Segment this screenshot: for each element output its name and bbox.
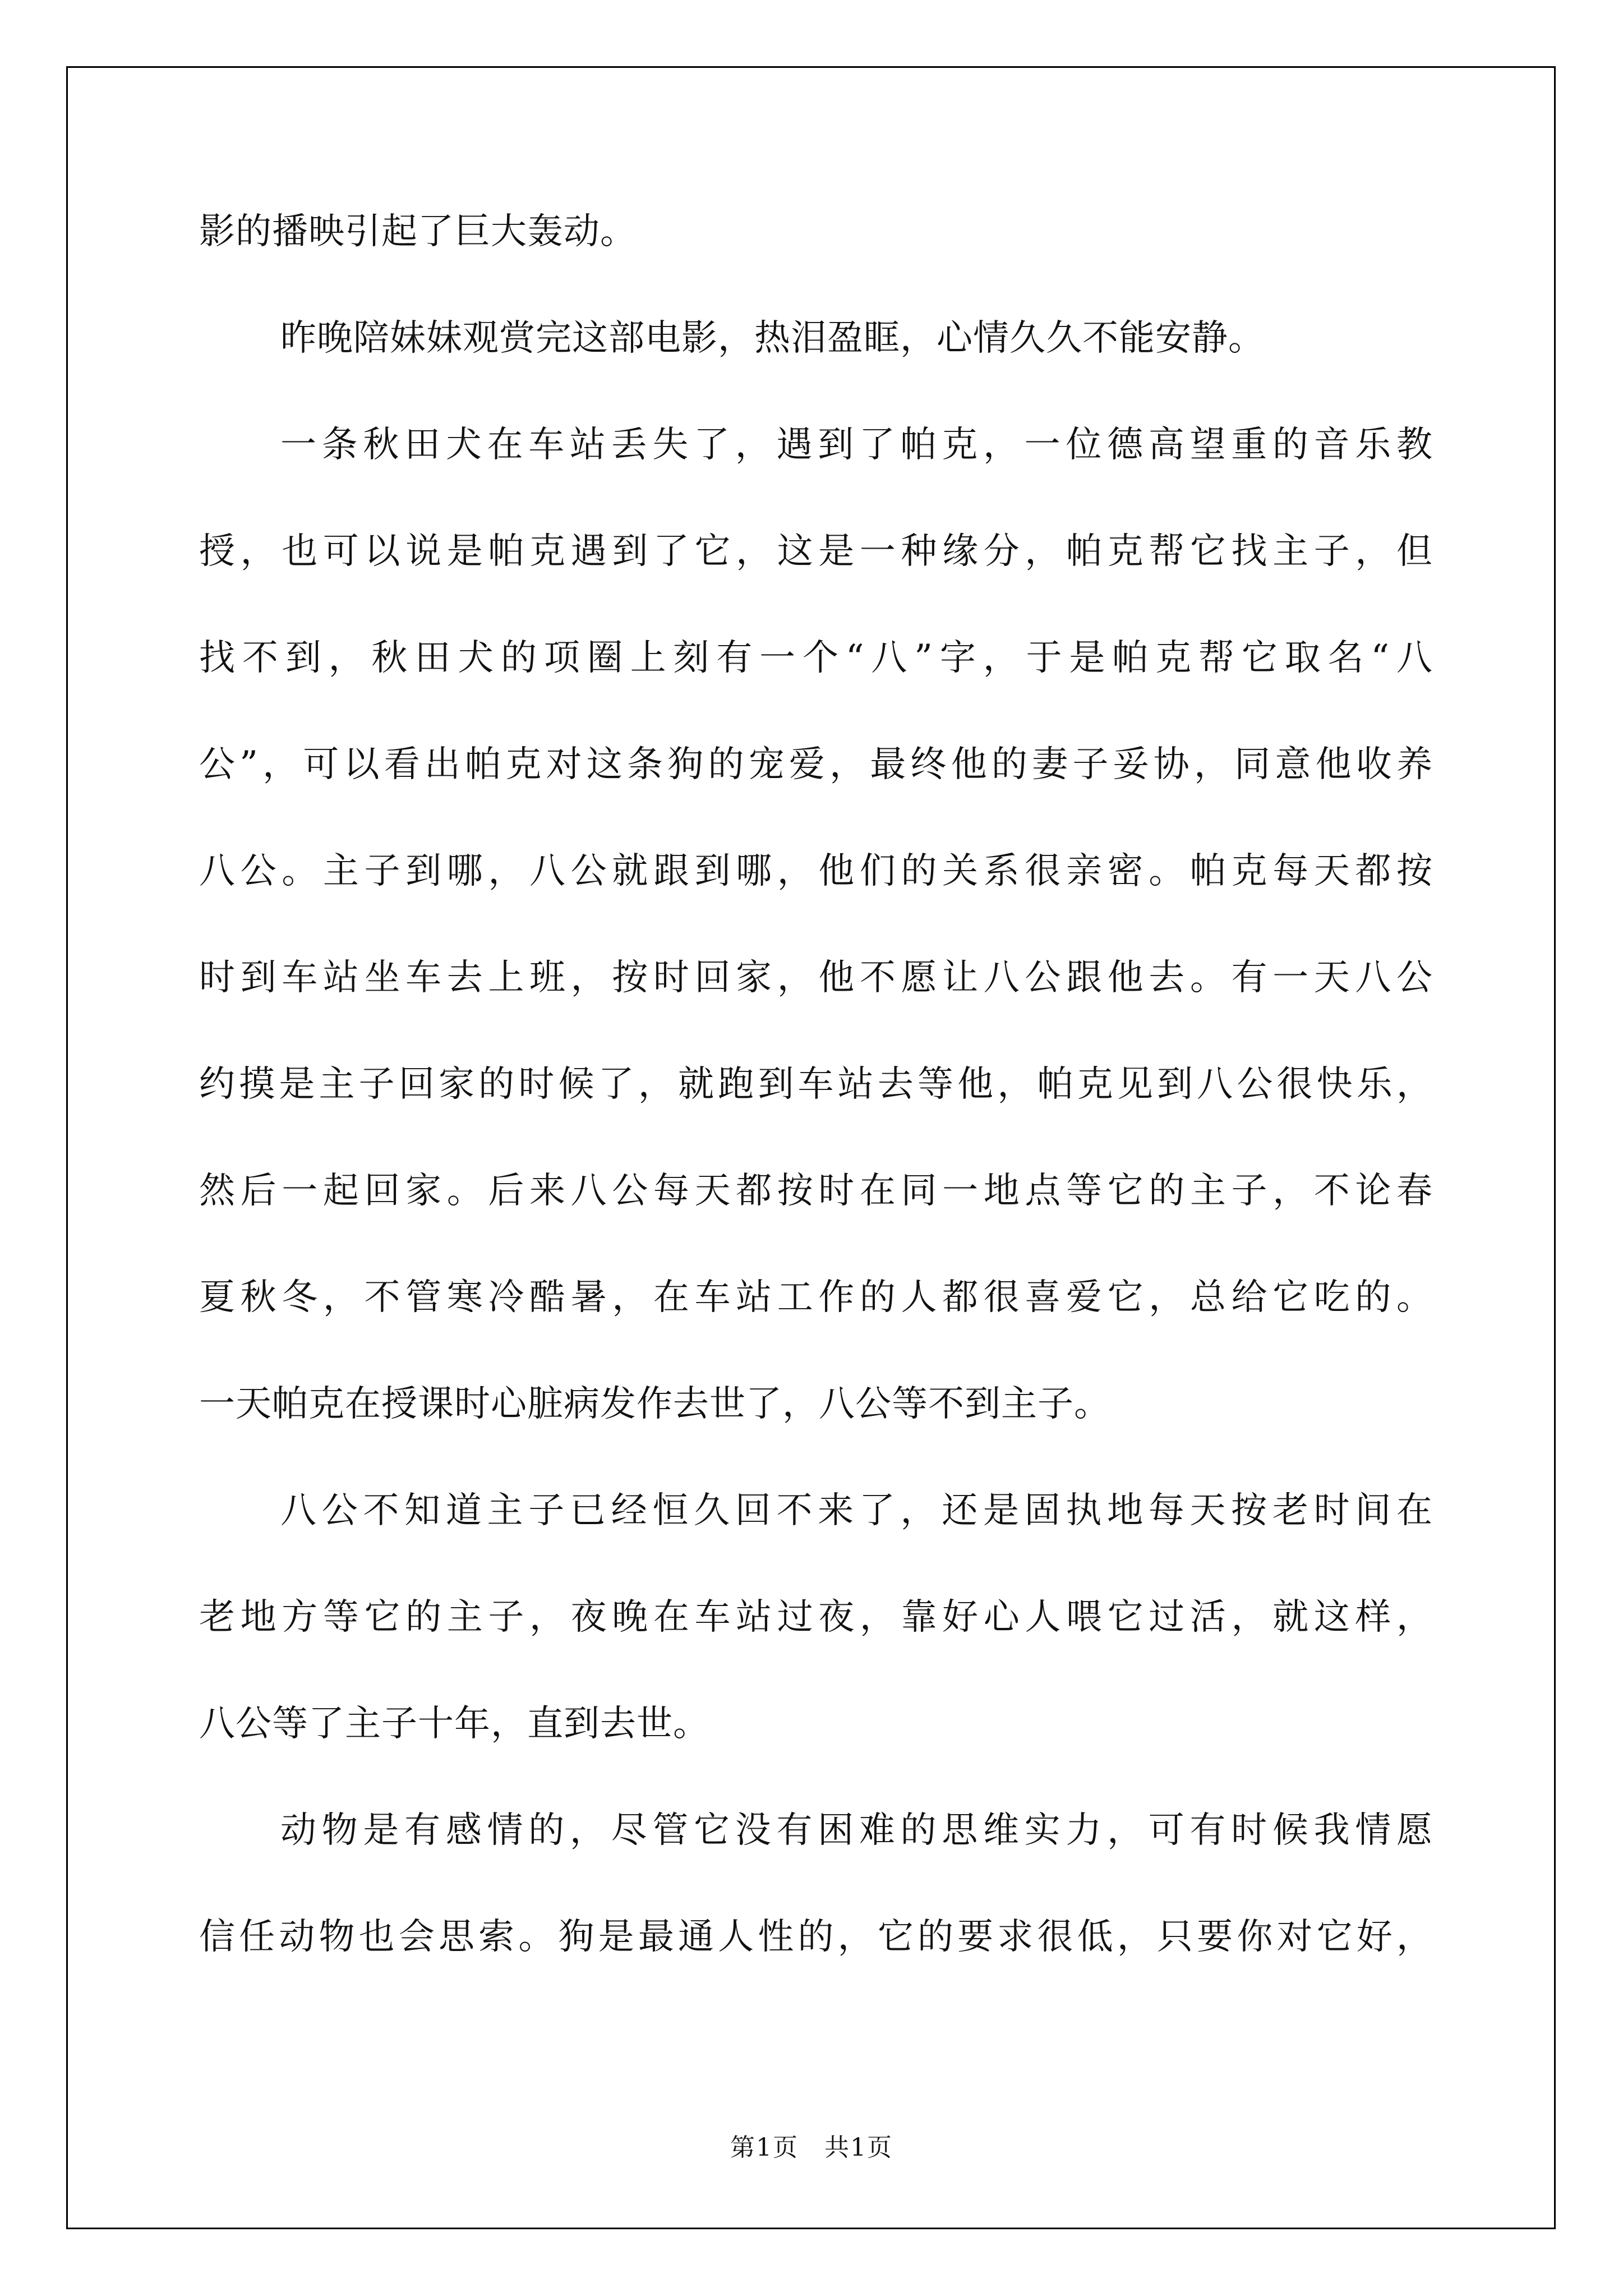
paragraph-first-line: 八公不知道主子已经恒久回不来了，还是固执地每天按老时间在 [280, 1490, 1433, 1531]
text-line: 找不到，秋田犬的项圈上刻有一个“八”字，于是帕克帮它取名“八 [199, 637, 1433, 679]
text-line: 影的播映引起了巨大轰动。 [199, 211, 637, 252]
text-line: 时到车站坐车去上班，按时回家，他不愿让八公跟他去。有一天八公 [199, 957, 1433, 999]
text-line: 八公等了主子十年，直到去世。 [199, 1703, 709, 1745]
text-line: 老地方等它的主子，夜晚在车站过夜，靠好心人喂它过活，就这样， [199, 1596, 1433, 1638]
text-line: 授，也可以说是帕克遇到了它，这是一种缘分，帕克帮它找主子，但 [199, 531, 1433, 572]
document-body [199, 206, 1433, 2018]
paragraph-first-line: 动物是有感情的，尽管它没有困难的思维实力，可有时候我情愿 [280, 1810, 1433, 1851]
paragraph-first-line: 一条秋田犬在车站丢失了，遇到了帕克，一位德高望重的音乐教 [280, 424, 1433, 466]
text-line: 夏秋冬，不管寒冷酷暑，在车站工作的人都很喜爱它，总给它吃的。 [199, 1277, 1433, 1318]
text-line: 公”，可以看出帕克对这条狗的宠爱，最终他的妻子妥协，同意他收养 [199, 744, 1433, 785]
text-line: 然后一起回家。后来八公每天都按时在同一地点等它的主子，不论春 [199, 1170, 1433, 1212]
page-number: 第1页 共1页 [730, 2133, 893, 2162]
text-line: 约摸是主子回家的时候了，就跑到车站去等他，帕克见到八公很快乐， [199, 1064, 1433, 1105]
text-line: 一天帕克在授课时心脏病发作去世了，八公等不到主子。 [199, 1383, 1110, 1425]
text-line: 八公。主子到哪，八公就跟到哪，他们的关系很亲密。帕克每天都按 [199, 850, 1433, 892]
text-line: 信任动物也会思索。狗是最通人性的，它的要求很低，只要你对它好， [199, 1916, 1433, 1958]
paragraph-first-line: 昨晚陪妹妹观赏完这部电影，热泪盈眶，心情久久不能安静。 [280, 318, 1265, 359]
